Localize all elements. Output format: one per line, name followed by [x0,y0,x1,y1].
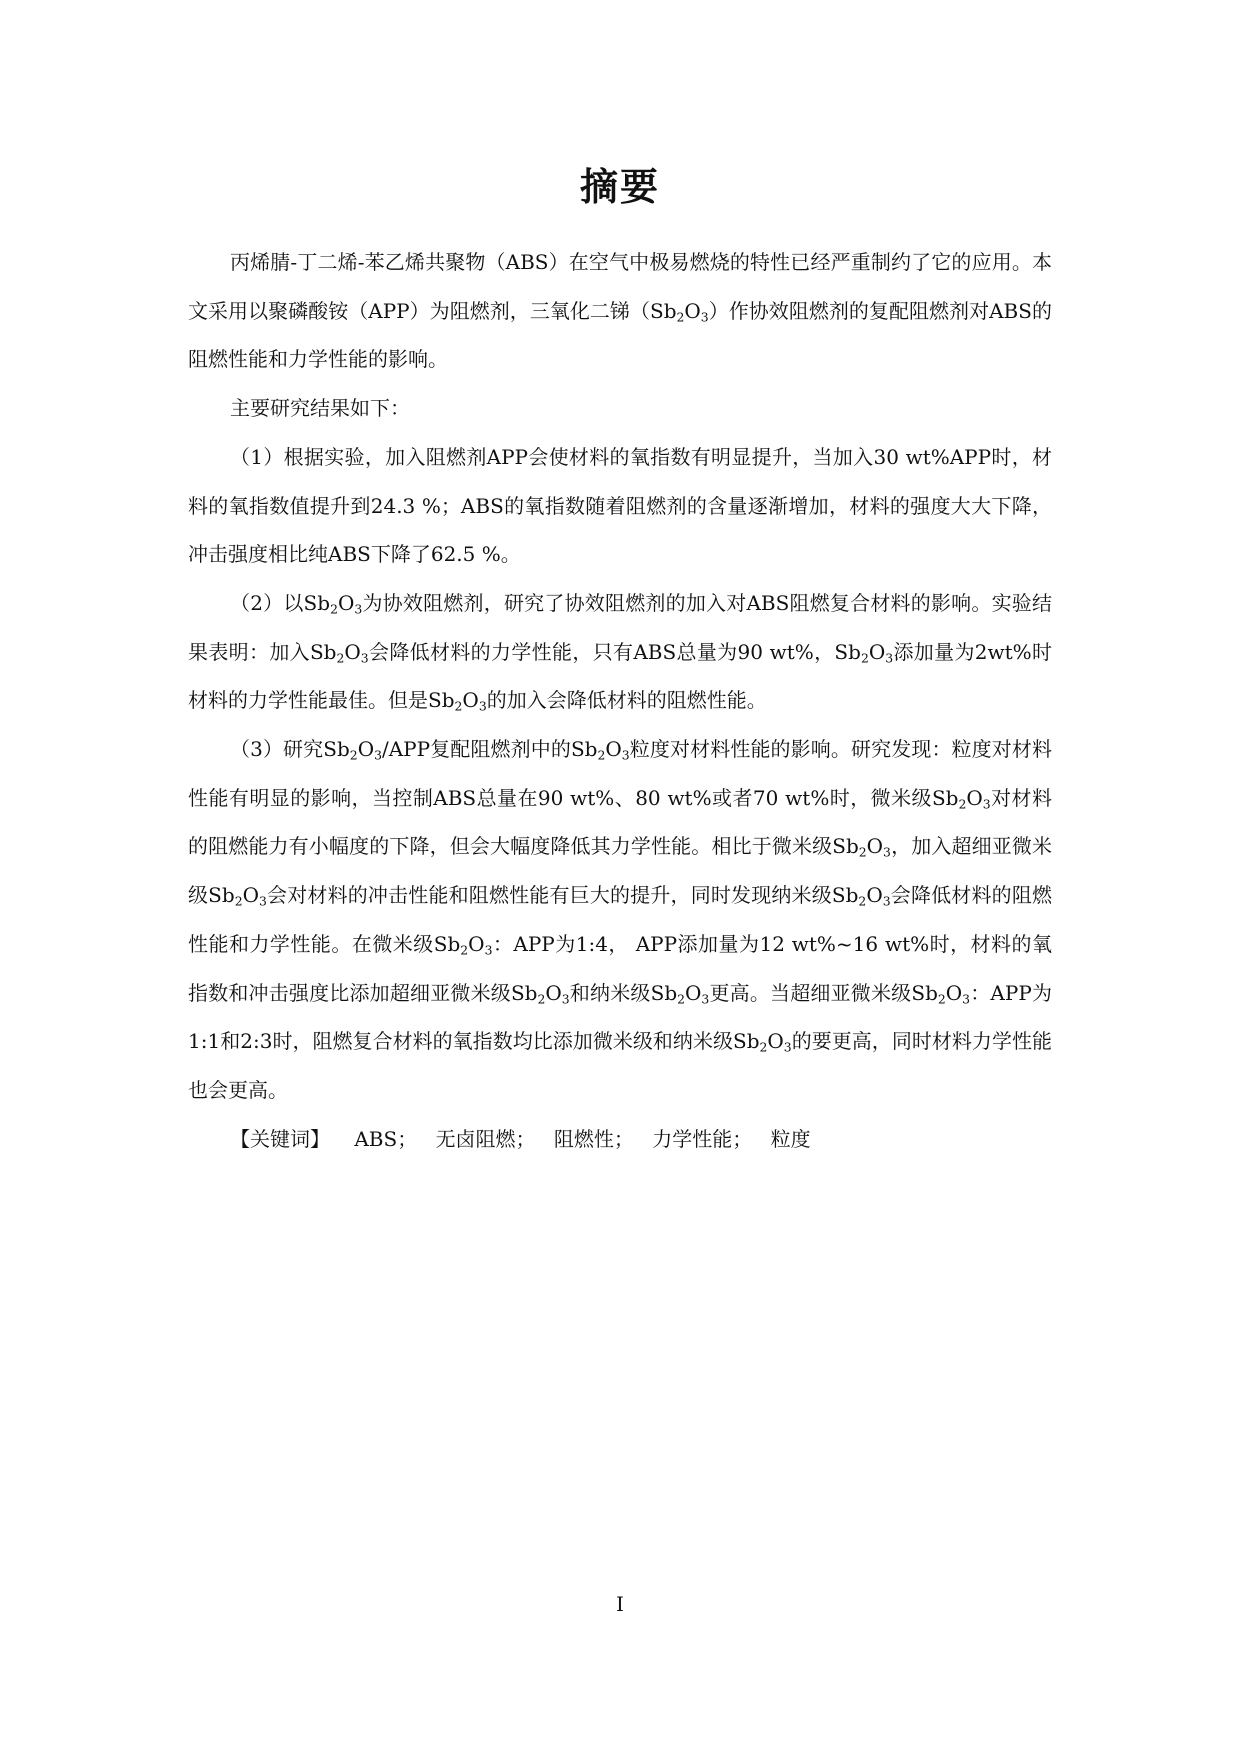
subscript: 2 [460,942,469,958]
abstract-paragraph: 丙烯腈-丁二烯-苯乙烯共聚物（ABS）在空气中极易燃烧的特性已经严重制约了它的应用。本文采用以聚磷酸铵（APP）为阻燃剂，三氧化二锑$(Sb_2O_3)$作协效阻燃剂的复配阻燃剂对ABS的阻燃性能和力学性能的影响。 [188,250,1052,372]
subscript: 3 [962,991,971,1007]
subscript: 3 [982,796,991,812]
results-intro-paragraph: 主要研究结果如下： [230,396,410,421]
subscript: 3 [883,844,891,860]
result-paragraph-1: （1）根据实验，加入阻燃剂APP会使材料的氧指数有明显提升，当加入30 wt%APP时，材料的氧指数值提升到24.3 %；ABS的氧指数随着阻燃剂的含量逐渐增加，材料的强度大大下降，冲击强度相比纯ABS下降了62.5 %。 [188,444,1052,567]
subscript: 3 [621,747,630,763]
subscript: 3 [374,747,382,763]
result-paragraph-3: （3）研究$Sb_2O_3$/APP复配阻燃剂中的$Sb_2O_3$粒度对材料性能的影响。研究发现：粒度对材料性能有明显的影响，当控制ABS总量在90 wt%、80 wt%或者70 wt%时，微米级$Sb_2O_3$对材料的阻燃能力有小幅度的下降，但会大幅度降低其力学性能。相比于微米级$Sb_2O_3$，加入超细亚微米级$Sb_2O_3$会对材料的冲击性能和阻燃性能有巨大的提升，同时发现纳米级$Sb_2O_3$会降低材料的阻燃性能和力学性能。在微米级$Sb_2O_3$：APP为1:4， APP添加量为12 wt%~16 wt%时，材料的氧指数和冲击强度比添加超细亚微米级$Sb_2O_3$和纳米级$Sb_2O_3$更高。当超细亚微米级$Sb_2O_3$：APP为1:1和2:3时，阻燃复合材料的氧指数均比添加微米级和纳米级$Sb_2O_3$的要更高，同时材料力学性能也会更高。 [188,737,1053,1102]
keywords-line [188,1115,1052,1164]
subscript: 2 [454,698,463,714]
keyword-item: 阻燃性； [553,1126,634,1151]
subscript: 2 [860,650,869,666]
subscript: 2 [858,844,867,860]
keyword-item: 无卤阻燃； [435,1126,536,1151]
subscript: 3 [882,893,891,909]
subscript: 2 [759,1039,768,1055]
subscript: 3 [354,601,363,617]
keyword-item: 力学性能； [652,1126,753,1151]
subscript: 2 [537,991,546,1007]
subscript: 2 [937,991,946,1007]
subscript: 3 [700,309,709,325]
keywords-label: 【关键词】 [230,1126,330,1151]
subscript: 2 [958,796,967,812]
subscript: 3 [360,650,369,666]
keyword-item: ABS； [354,1126,418,1151]
subscript: 2 [858,893,867,909]
subscript: 3 [258,893,267,909]
subscript: 2 [597,747,606,763]
subscript: 3 [484,942,493,958]
page-number: I [616,1592,624,1616]
subscript: 2 [336,650,345,666]
subscript: 2 [234,893,243,909]
subscript: 2 [677,991,686,1007]
keyword-item: 粒度 [770,1126,811,1151]
result-paragraph-2: （2）以$Sb_2O_3$为协效阻燃剂，研究了协效阻燃剂的加入对ABS阻燃复合材料的影响。实验结果表明：加入$Sb_2O_3$会降低材料的力学性能，只有ABS总量为90 wt%，$Sb_2O_3$添加量为2wt%时材料的力学性能最佳。但是$Sb_2O_3$的加入会降低材料的阻燃性能。 [188,590,1053,714]
subscript: 3 [561,991,570,1007]
subscript: 2 [676,309,685,325]
subscript: 3 [478,698,487,714]
page-title: 摘要 [579,165,660,209]
abstract-body [188,238,1052,1163]
subscript: 3 [885,650,894,666]
subscript: 3 [783,1039,792,1055]
subscript: 3 [701,991,710,1007]
subscript: 2 [349,747,358,763]
subscript: 2 [330,601,338,617]
